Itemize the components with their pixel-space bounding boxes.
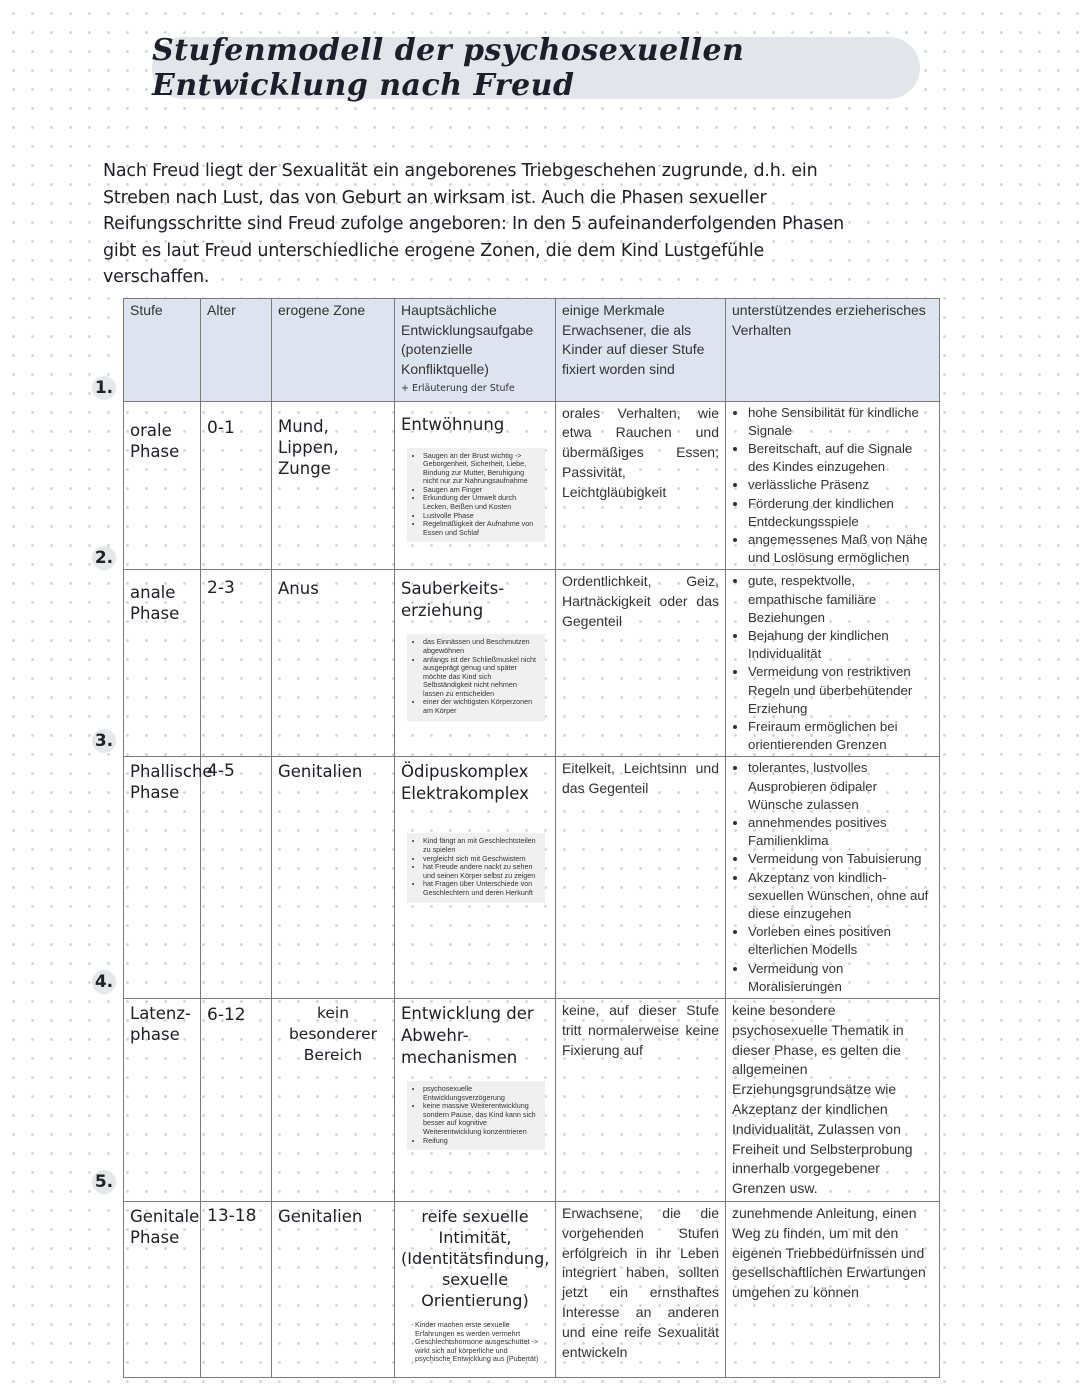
stage-task: Entwöhnung: [401, 414, 505, 434]
table-row: [124, 570, 940, 757]
row-number-4: 4.: [92, 970, 116, 994]
support-item: • Vermeidung von restriktiven Regeln und überbehütender Erziehung: [748, 663, 933, 718]
support-item: • Bejahung der kindlichen Individualität: [748, 627, 933, 663]
stage-zone: kein besonderer Bereich: [288, 1004, 378, 1064]
support-item: • Bereitschaft, auf die Signale des Kindes einzugehen: [748, 440, 933, 476]
note-item: • Saugen am Finger: [423, 486, 539, 495]
stage-task: Sauberkeits-erziehung: [401, 579, 505, 621]
note-item: • hat Fragen über Unterschiede von Geschlechtern und deren Herkunft: [423, 880, 539, 897]
row-number-2: 2.: [92, 546, 116, 570]
note-item: • Regelmäßigkeit der Aufnahme von Essen und Schlaf: [423, 520, 539, 537]
note-item: • einer der wichtigsten Körperzonen am Körper: [423, 698, 539, 715]
stage-name: Phallische Phase: [130, 762, 213, 803]
stage-zone: Genitalien: [278, 1206, 363, 1226]
note-item: • das Einnässen und Beschmutzen abgewöhnen: [423, 638, 539, 655]
table-row: [124, 1201, 940, 1377]
support-list: [732, 759, 933, 996]
support-item: • Freiraum ermöglichen bei orientierenden Grenzen: [748, 718, 933, 754]
stage-task: reife sexuelle Intimität, (Identitätsfindung, sexuelle Orientierung): [401, 1206, 550, 1310]
row-number-3: 3.: [92, 729, 116, 753]
support-item: • Vorleben eines positiven elterlichen Modells: [748, 923, 933, 959]
note-item: • hat Freude andere nackt zu sehen und seinen Körper selbst zu zeigen: [423, 863, 539, 880]
note-item: • Kind fängt an mit Geschlechtsteilen zu spielen: [423, 837, 539, 854]
stage-task: Entwicklung der Abwehr-mechanismen: [401, 1004, 534, 1067]
note-text: Kinder machen erste sexuelle Erfahrungen es werden vermehrt Geschlechtshormone ausgeschüttet -> wirkt sich auf körperliche und psychische Entwicklung aus (Pubertät): [415, 1319, 539, 1364]
stage-age: 4-5: [207, 761, 235, 782]
support-item: • gute, respektvolle, empathische familiäre Beziehungen: [748, 572, 933, 627]
header-zone: erogene Zone: [272, 299, 395, 402]
table-row: [124, 401, 940, 570]
note-item: • Erkundung der Umwelt durch Lecken, Beißen und Kosten: [423, 494, 539, 511]
header-aufgabe: [395, 299, 556, 402]
table-row: [124, 999, 940, 1202]
stage-zone: Anus: [278, 579, 319, 599]
stage-task: Ödipuskomplex Elektrakomplex: [401, 762, 529, 804]
stage-age: 2-3: [207, 578, 235, 599]
support-item: • hohe Sensibilität für kindliche Signale: [748, 404, 933, 440]
header-verhalten: unterstützendes erzieherisches Verhalten: [726, 299, 940, 402]
stage-traits: Ordentlichkeit, Geiz, Hartnäckigkeit oder das Gegenteil: [562, 573, 719, 629]
support-item: • annehmendes positives Familienklima: [748, 814, 933, 850]
note-item: • Saugen an der Brust wichtig -> Geborgenheit, Sicherheit, Liebe, Bindung zur Mutter, Beruhigung nicht nur zur Nahrungsaufnahme: [423, 452, 539, 486]
stage-age: 13-18: [207, 1205, 257, 1226]
header-stufe: Stufe: [124, 299, 201, 402]
stage-zone: Mund, Lippen, Zunge: [278, 416, 339, 478]
table-header-row: [124, 299, 940, 402]
stage-note: [407, 833, 545, 902]
stage-traits: keine, auf dieser Stufe tritt normalerweise keine Fixierung auf: [562, 1002, 719, 1058]
row-number-1: 1.: [92, 376, 116, 400]
stage-note: [407, 634, 545, 720]
support-item: • Förderung der kindlichen Entdeckungsspiele: [748, 495, 933, 531]
support-item: • verlässliche Präsenz: [748, 476, 933, 494]
stages-table: [123, 298, 940, 1378]
stage-age: 6-12: [207, 1005, 246, 1025]
stage-note: [407, 448, 545, 543]
support-text: keine besondere psychosexuelle Thematik in dieser Phase, es gelten die allgemeinen Erziehungsgrundsätze wie Akzeptanz der kindlichen Individualität, Zulassen von Freiheit und Selbsterprobung innerhalb vorgegebener Grenzen usw.: [732, 1002, 913, 1197]
support-list: [732, 572, 933, 754]
note-item: • vergleicht sich mit Geschwistern: [423, 855, 539, 864]
support-item: • Vermeidung von Tabuisierung: [748, 850, 933, 868]
support-item: • angemessenes Maß von Nähe und Loslösung ermöglichen: [748, 531, 933, 567]
stage-traits: orales Verhalten, wie etwa Rauchen und übermäßiges Essen; Passivität, Leichtgläubigkeit: [562, 404, 719, 500]
table-row: [124, 757, 940, 999]
header-aufgabe-text: Hauptsächliche Entwicklungsaufgabe (potenzielle Konfliktquelle): [401, 302, 534, 377]
support-list: [732, 404, 933, 568]
note-item: • Reifung: [423, 1137, 539, 1146]
page-title: Stufenmodell der psychosexuellen Entwicklung nach Freud: [152, 33, 745, 103]
stage-traits: Erwachsene, die die vorgehenden Stufen erfolgreich in ihr Leben integriert haben, sollten jetzt ein ernsthaftes Interesse an anderen und eine reife Sexualität entwickeln: [562, 1204, 719, 1360]
stage-name: Latenz-phase: [130, 1004, 191, 1044]
support-item: • Akzeptanz von kindlich-sexuellen Wünschen, ohne auf diese einzugehen: [748, 869, 933, 924]
support-text: zunehmende Anleitung, einen Weg zu finden, um mit den eigenen Triebbedürfnissen und gesellschaftlichen Erwartungen umgehen zu können: [732, 1204, 926, 1301]
note-item: • psychosexuelle Entwicklungsverzögerung: [423, 1085, 539, 1102]
header-aufgabe-note: + Erläuterung der Stufe: [401, 383, 515, 395]
support-item: • tolerantes, lustvolles Ausprobieren ödipaler Wünsche zulassen: [748, 759, 933, 814]
note-item: • keine massive Weiterentwicklung sondern Pause, das Kind kann sich besser auf kognitive Weiterentwicklung konzentrieren: [423, 1102, 539, 1136]
stage-name: Genitale Phase: [130, 1206, 200, 1247]
note-item: • Lustvolle Phase: [423, 512, 539, 521]
stage-traits: Eitelkeit, Leichtsinn und das Gegenteil: [562, 760, 719, 797]
header-alter: Alter: [201, 299, 272, 402]
header-merkmale: einige Merkmale Erwachsener, die als Kinder auf dieser Stufe fixiert worden sind: [556, 299, 726, 402]
note-item: • anfangs ist der Schließmuskel nicht ausgeprägt genug und später möchte das Kind sich Selbständigkeit nicht nehmen lassen zu entscheiden: [423, 656, 539, 699]
stage-zone: Genitalien: [278, 762, 363, 782]
support-item: • Vermeidung von Moralisierungen: [748, 960, 933, 996]
stage-age: 0-1: [207, 417, 235, 438]
stage-note: [407, 1317, 545, 1369]
stage-note: [407, 1081, 545, 1150]
title-banner: [152, 33, 920, 103]
stage-name: anale Phase: [130, 583, 180, 624]
stage-name: orale Phase: [130, 420, 180, 461]
intro-paragraph: Nach Freud liegt der Sexualität ein angeborenes Triebgeschehen zugrunde, d.h. ein Streben nach Lust, das von Geburt an wirksam ist. Auch die Phasen sexueller Reifungsschritte sind Freud zufolge angeboren: In den 5 aufeinanderfolgenden Phasen gibt es laut Freud unterschiedliche erogene Zonen, die dem Kind Lustgefühle verschaffen.: [103, 161, 845, 287]
row-number-5: 5.: [92, 1170, 116, 1194]
